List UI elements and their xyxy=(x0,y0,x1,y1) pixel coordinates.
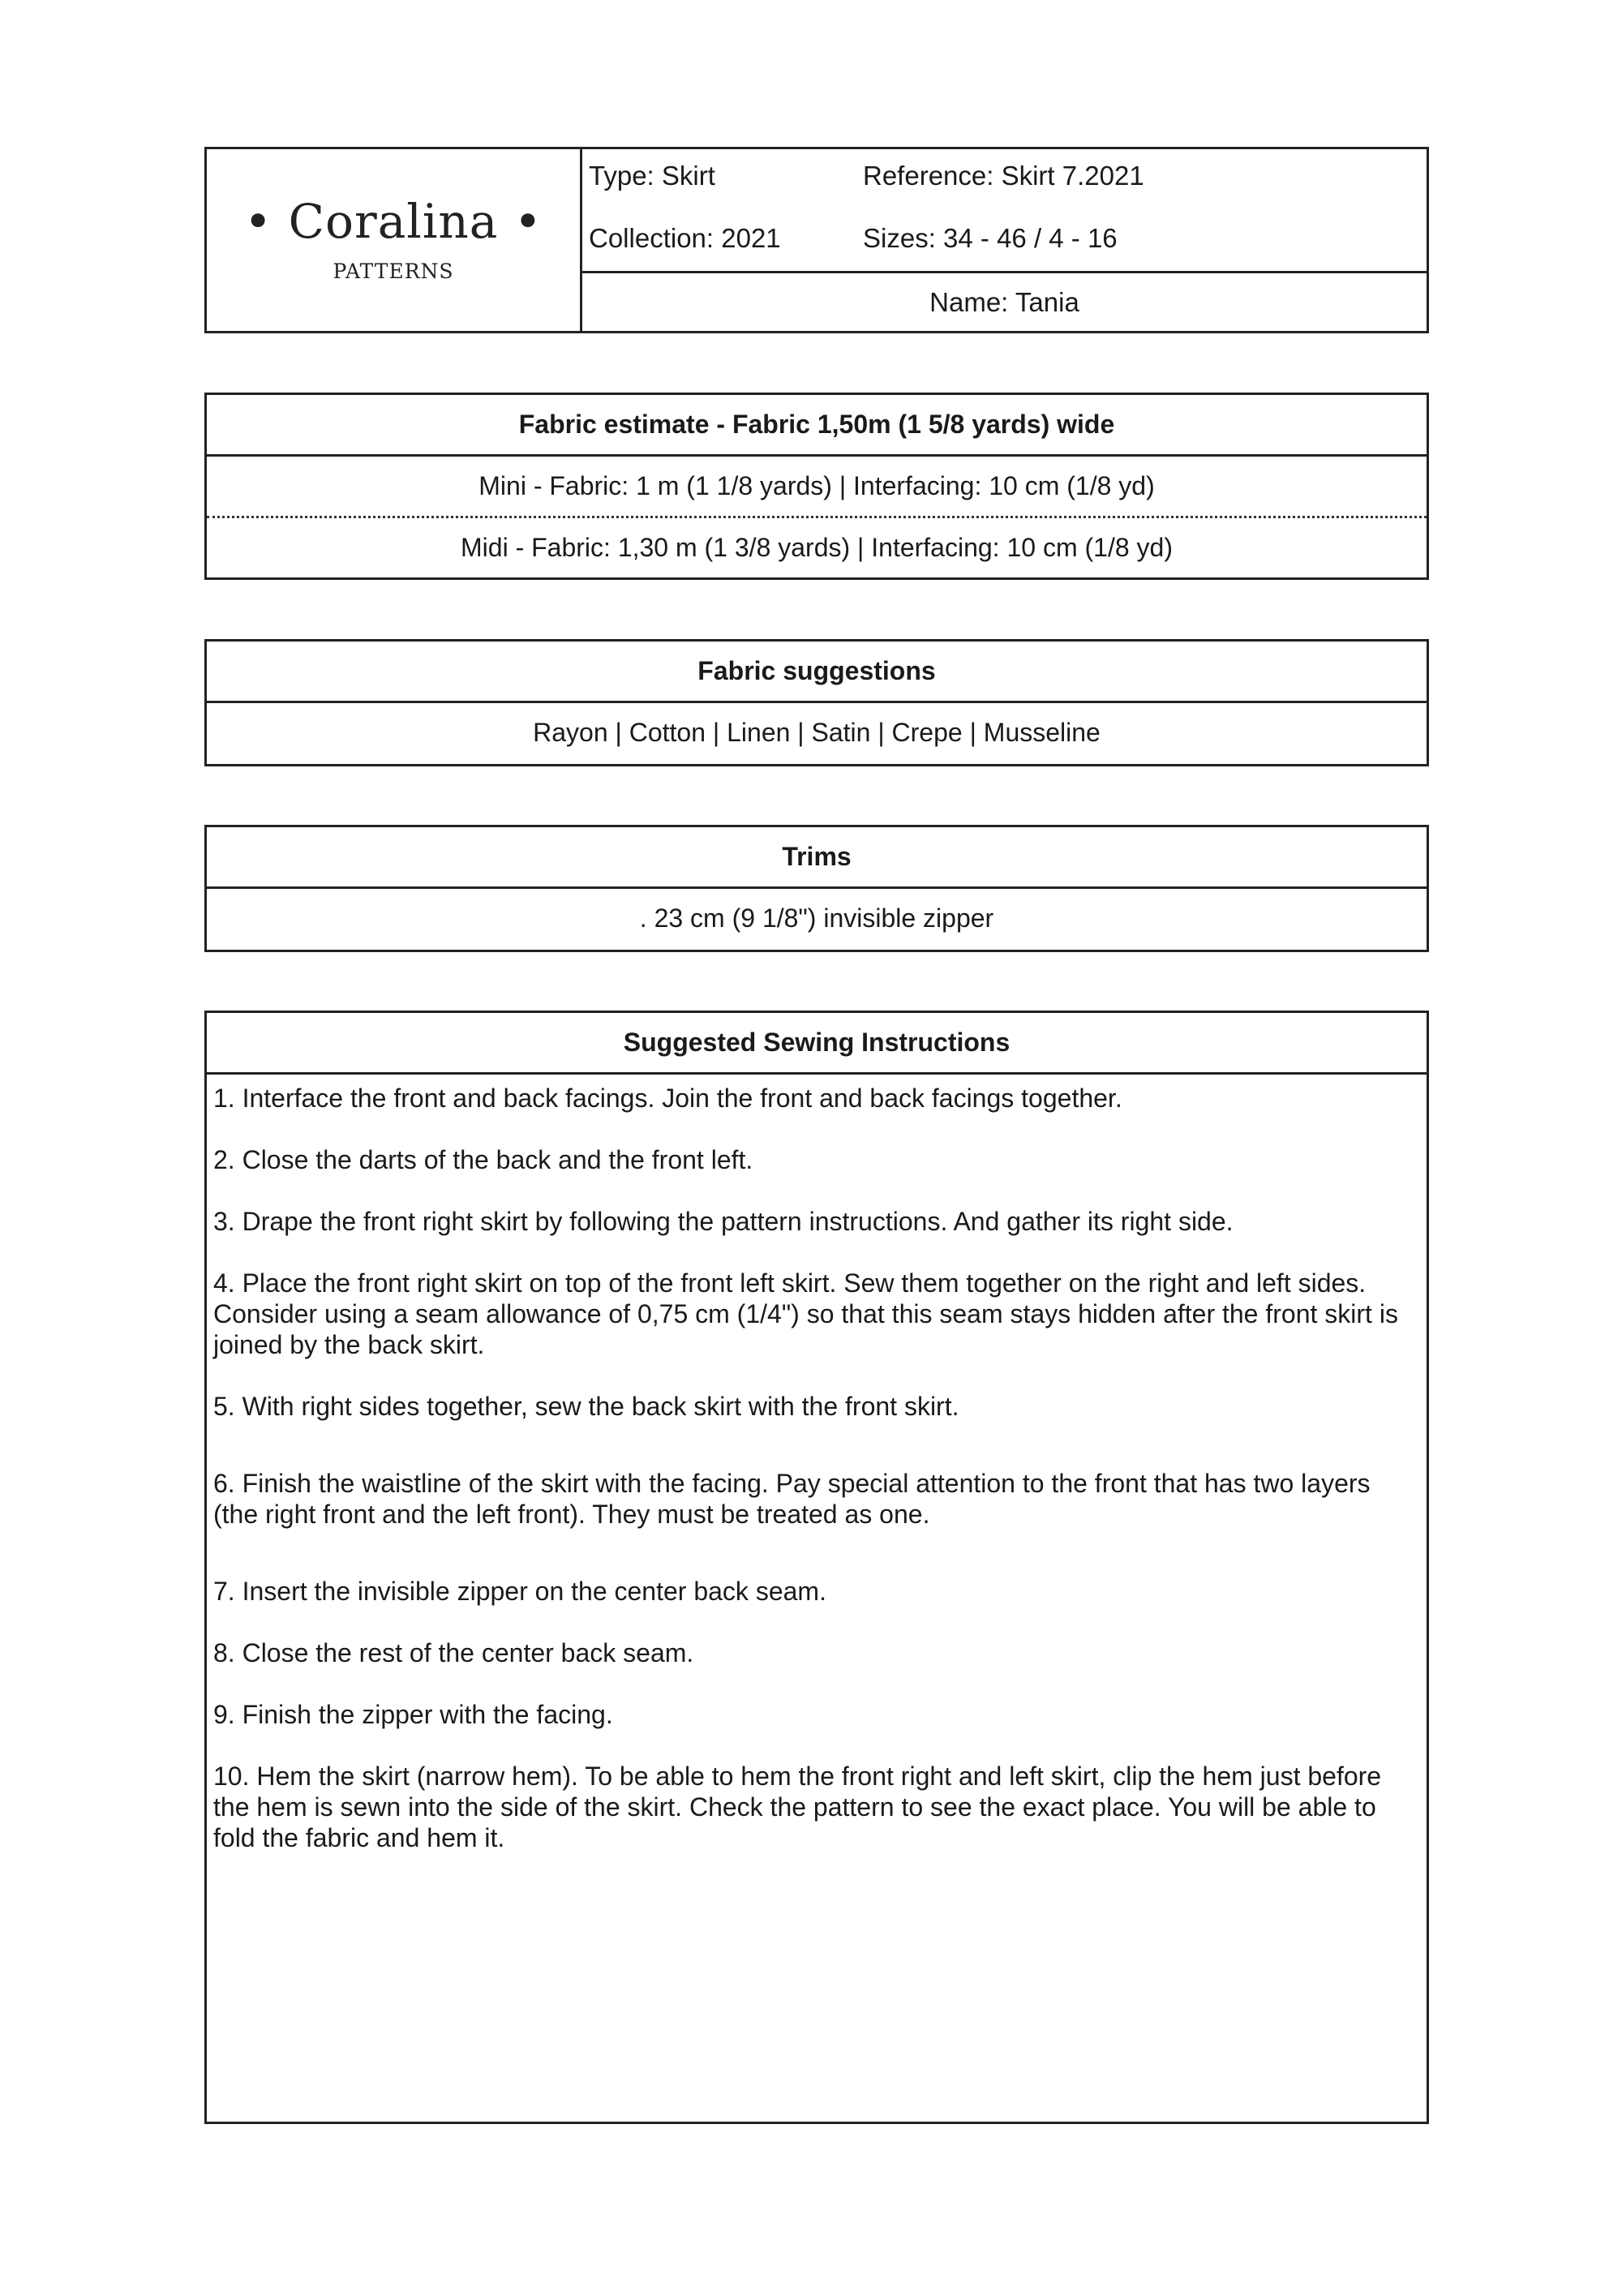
instruction-step: 2. Close the darts of the back and the front left. xyxy=(213,1145,753,1174)
fabric-estimate-title: Fabric estimate - Fabric 1,50m (1 5/8 yards) wide xyxy=(207,395,1427,457)
instruction-step: 8. Close the rest of the center back seam. xyxy=(213,1638,694,1667)
sewing-instructions-list xyxy=(207,1075,1427,1853)
collection-field: Collection: 2021 xyxy=(589,223,781,253)
pattern-meta-grid xyxy=(582,149,1427,273)
sewing-instructions-title: Suggested Sewing Instructions xyxy=(207,1013,1427,1075)
sewing-instructions-table xyxy=(204,1011,1429,2124)
fabric-suggestions-text: Rayon | Cotton | Linen | Satin | Crepe | Musseline xyxy=(533,718,1101,747)
instruction-step: 4. Place the front right skirt on top of the front left skirt. Sew them together on the right and left sides. Consider using a seam allowance of 0,75 cm (1/4") so that this seam stays hidden after the front skirt is joined by the back skirt. xyxy=(213,1268,1398,1359)
name-field: Name: Tania xyxy=(929,286,1079,317)
instruction-step: 3. Drape the front right skirt by following the pattern instructions. And gather its right side. xyxy=(213,1207,1234,1236)
instruction-step: 6. Finish the waistline of the skirt with the facing. Pay special attention to the front that has two layers (the right front and the left front). They must be treated as one. xyxy=(213,1469,1371,1529)
instruction-step: 9. Finish the zipper with the facing. xyxy=(213,1700,613,1729)
instruction-step: 10. Hem the skirt (narrow hem). To be able to hem the front right and left skirt, clip the hem just before the hem is sewn into the side of the skirt. Check the pattern to see the exact place. You will be able to fold the fabric and hem it. xyxy=(213,1762,1382,1852)
instruction-step: 5. With right sides together, sew the back skirt with the front skirt. xyxy=(213,1392,959,1421)
trims-title: Trims xyxy=(207,827,1427,889)
brand-logo xyxy=(207,149,582,331)
fabric-suggestions-title: Fabric suggestions xyxy=(207,642,1427,703)
trims-text: . 23 cm (9 1/8") invisible zipper xyxy=(639,903,994,933)
brand-subtitle: PATTERNS xyxy=(333,259,454,283)
brand-name: • Coralina • xyxy=(244,193,543,249)
fabric-estimate-table xyxy=(204,393,1429,580)
instruction-step: 7. Insert the invisible zipper on the center back seam. xyxy=(213,1577,826,1606)
trims-table xyxy=(204,825,1429,952)
fabric-suggestions-table xyxy=(204,639,1429,766)
type-field: Type: Skirt xyxy=(589,161,715,191)
sizes-field: Sizes: 34 - 46 / 4 - 16 xyxy=(863,223,1118,253)
pattern-header xyxy=(204,147,1429,333)
fabric-estimate-midi: Midi - Fabric: 1,30 m (1 3/8 yards) | Interfacing: 10 cm (1/8 yd) xyxy=(461,533,1173,562)
reference-field: Reference: Skirt 7.2021 xyxy=(863,161,1144,191)
instruction-step: 1. Interface the front and back facings. Join the front and back facings together. xyxy=(213,1084,1122,1113)
fabric-estimate-mini: Mini - Fabric: 1 m (1 1/8 yards) | Interfacing: 10 cm (1/8 yd) xyxy=(207,457,1427,518)
pattern-meta xyxy=(582,149,1427,331)
